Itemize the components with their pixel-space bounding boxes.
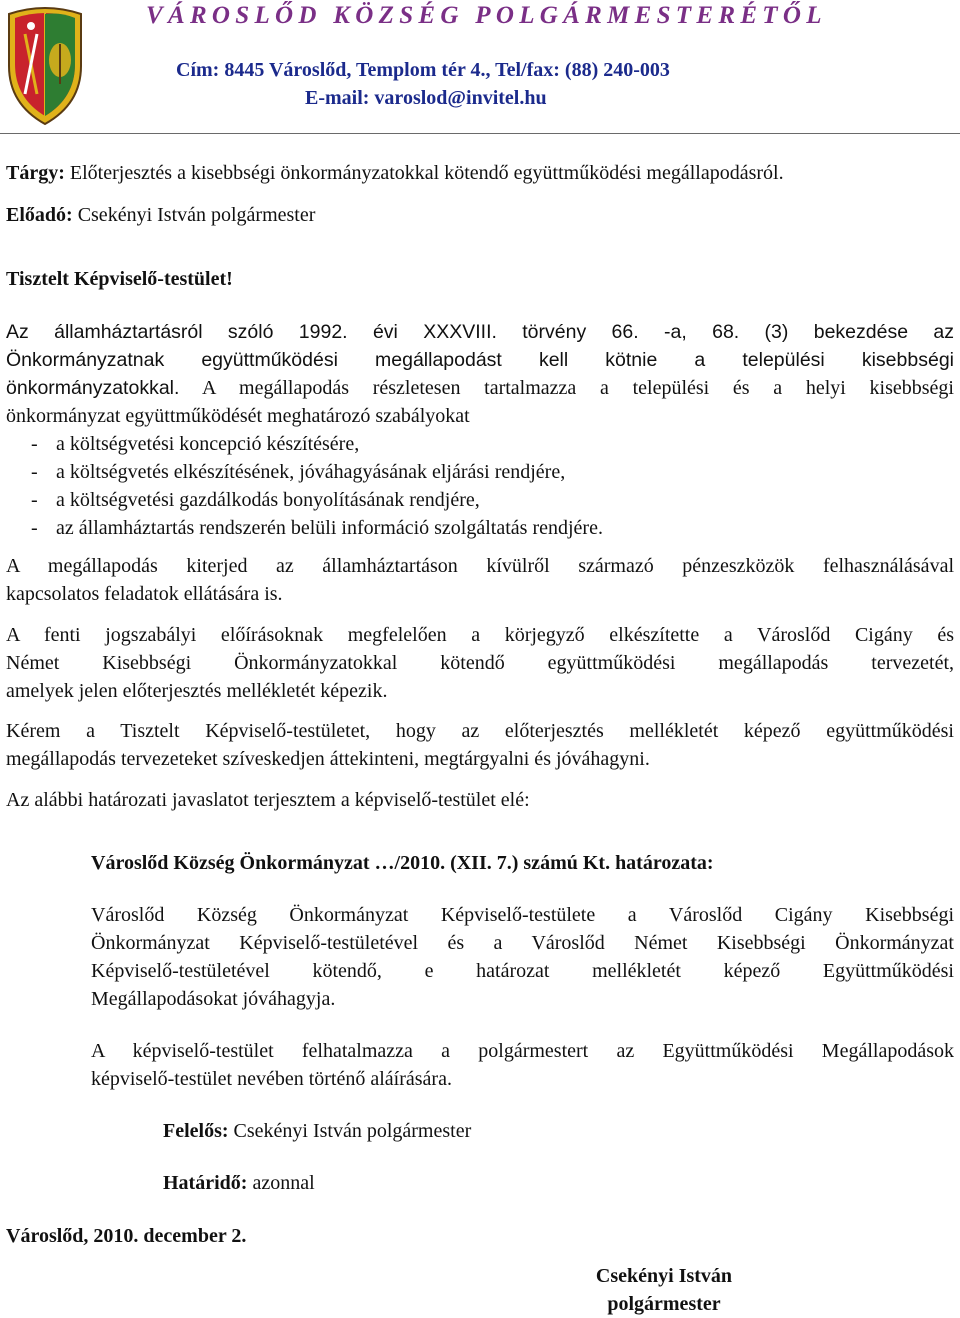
responsible-line <box>163 1117 471 1145</box>
paragraph-3: Kérem a Tisztelt Képviselő-testületet, hogy az előterjesztés mellékletét képező együttműködési megállapodás tervezeteket szíveskedjen áttekinteni, megtárgyalni és jóváhagyni. <box>6 720 954 770</box>
list-item: - az államháztartás rendszerén belüli információ szolgáltatás rendjére. <box>31 517 603 539</box>
intro-paragraph <box>6 318 954 542</box>
presenter-text: Csekényi István polgármester <box>72 204 316 226</box>
signature-name: Csekényi István <box>595 1265 733 1287</box>
salutation: Tisztelt Képviselő-testület! <box>6 268 233 290</box>
list-item: - a költségvetés elkészítésének, jóváhagyásának eljárási rendjére, <box>31 461 566 483</box>
intro-line-part: önkormányzatokkal. <box>6 377 180 399</box>
deadline-label: Határidő: <box>163 1172 248 1194</box>
resolution-body-1: Városlőd Község Önkormányzat Képviselő-testülete a Városlőd Cigány Kisebbségi Önkormányzat Képviselő-testületével és a Városlőd Német Kisebbségi Önkormányzat Képviselő-testületével kötendő, e határozat mellékletét képező Együttműködési Megállapodásokat jóváhagyja. <box>91 904 954 1010</box>
paragraph-2: A fenti jogszabályi előírásoknak megfelelően a körjegyző elkészítette a Városlőd Cigány és Német Kisebbségi Önkormányzatokkal kötendő együttműködési megállapodás tervezetét, amelyek jelen előterjesztés mellékletét képezik. <box>6 624 954 702</box>
intro-line <box>6 374 954 402</box>
paragraph-4: Az alábbi határozati javaslatot terjesztem a képviselő-testület elé: <box>6 789 530 811</box>
header-divider <box>0 133 960 134</box>
subject-text: Előterjesztés a kisebbségi önkormányzatokkal kötendő együttműködési megállapodásról. <box>64 162 784 184</box>
list-item: - a költségvetési koncepció készítésére, <box>31 433 360 455</box>
subject-label: Tárgy: <box>6 162 65 184</box>
header-title: VÁROSLŐD KÖZSÉG POLGÁRMESTERÉTŐL <box>146 2 827 29</box>
signature-title: polgármester <box>607 1293 721 1315</box>
intro-line: önkormányzat együttműködését meghatározó szabályokat <box>6 405 470 427</box>
header-email: E-mail: varoslod@invitel.hu <box>305 87 547 109</box>
responsible-label: Felelős: <box>163 1120 229 1142</box>
subject-line <box>6 159 784 187</box>
header-address: Cím: 8445 Városlőd, Templom tér 4., Tel/fax: (88) 240-003 <box>176 59 670 81</box>
coat-of-arms-logo <box>3 4 87 126</box>
responsible-value: Csekényi István polgármester <box>228 1120 472 1142</box>
resolution-body-2: A képviselő-testület felhatalmazza a polgármestert az Együttműködési Megállapodások képviselő-testület nevében történő aláírására. <box>91 1040 954 1090</box>
resolution-title: Városlőd Község Önkormányzat …/2010. (XII. 7.) számú Kt. határozata: <box>91 852 714 874</box>
presenter-line <box>6 201 315 229</box>
place-date: Városlőd, 2010. december 2. <box>6 1225 247 1247</box>
list-item: - a költségvetési gazdálkodás bonyolításának rendjére, <box>31 489 480 511</box>
intro-line-part: A megállapodás részletesen tartalmazza a települési és a helyi kisebbségi <box>179 377 954 399</box>
presenter-label: Előadó: <box>6 204 73 226</box>
intro-line: Az államháztartásról szóló 1992. évi XXXVIII. törvény 66. -a, 68. (3) bekezdése az <box>6 321 954 343</box>
paragraph-1: A megállapodás kiterjed az államháztartáson kívülről származó pénzeszközök felhasználásával kapcsolatos feladatok ellátására is. <box>6 555 954 605</box>
deadline-line <box>163 1169 315 1197</box>
deadline-value: azonnal <box>247 1172 315 1194</box>
intro-line: Önkormányzatnak együttműködési megállapodást kell kötnie a települési kisebbségi <box>6 349 954 371</box>
